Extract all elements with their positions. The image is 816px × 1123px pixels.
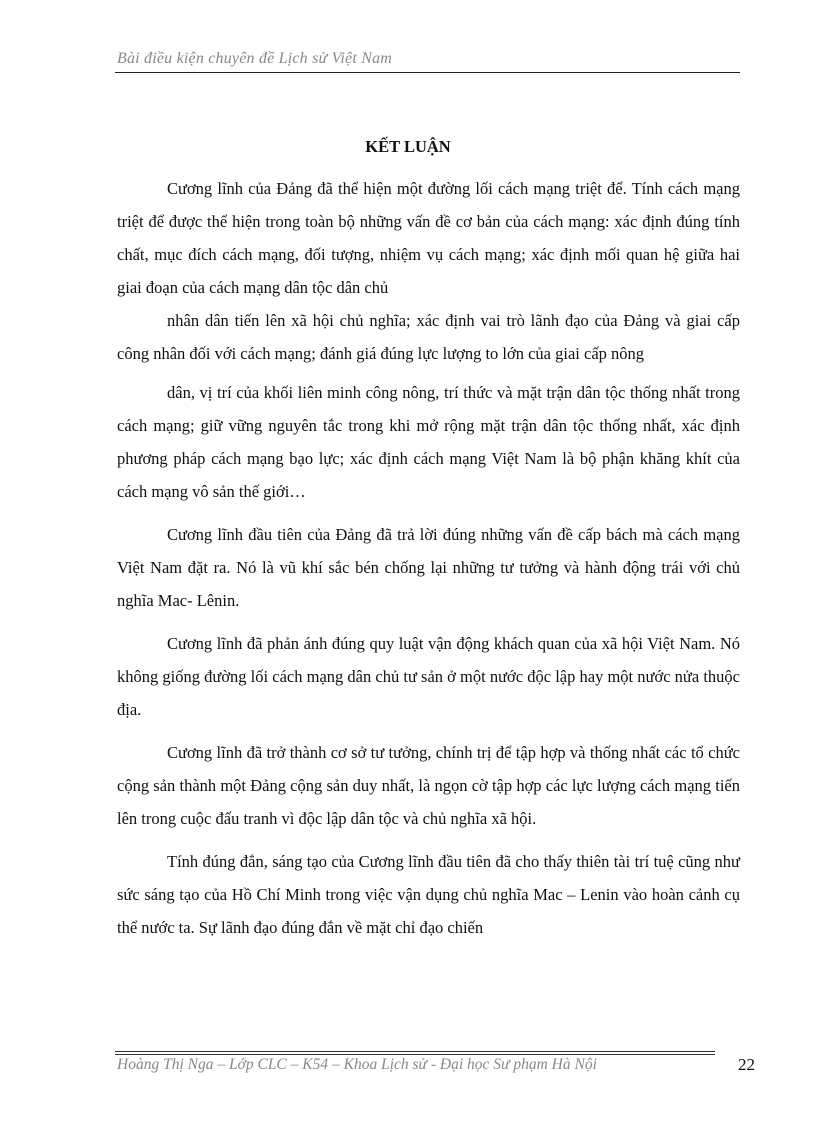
footer-divider bbox=[115, 1051, 715, 1052]
paragraph: Cương lĩnh đã trở thành cơ sở tư tưởng, chính trị để tập hợp và thống nhất các tổ chức cộng sản thành một Đảng cộng sản duy nhất, là ngọn cờ tập hợp các lực lượng cách mạng tiến lên trong cuộc đấu tranh vì độc lập dân tộc và chủ nghĩa xã hội. bbox=[117, 743, 740, 828]
body-text bbox=[117, 172, 740, 954]
page-number: 22 bbox=[738, 1055, 755, 1074]
paragraph: Cương lĩnh của Đảng đã thể hiện một đường lối cách mạng triệt để. Tính cách mạng triệt để được thể hiện trong toàn bộ những vấn đề cơ bản của cách mạng: xác định đúng tính chất, mục đích cách mạng, đối tượng, nhiệm vụ cách mạng; xác định mối quan hệ giữa hai giai đoạn của cách mạng dân tộc dân chủ bbox=[117, 179, 740, 297]
paragraph: dân, vị trí của khối liên minh công nông, trí thức và mặt trận dân tộc thống nhất trong cách mạng; giữ vững nguyên tắc trong khi mở rộng mặt trận dân tộc thống nhất, xác định phương pháp cách mạng bạo lực; xác định cách mạng Việt Nam là bộ phận khăng khít của cách mạng vô sản thế giới… bbox=[117, 383, 740, 501]
paragraph: Cương lĩnh đã phản ánh đúng quy luật vận động khách quan của xã hội Việt Nam. Nó không giống đường lối cách mạng dân chủ tư sản ở một nước độc lập hay một nước nửa thuộc địa. bbox=[117, 634, 740, 719]
page-header: Bài điều kiện chuyên đề Lịch sử Việt Nam bbox=[117, 50, 393, 67]
footer-divider bbox=[115, 1054, 715, 1055]
section-title: KẾT LUẬN bbox=[365, 137, 451, 156]
paragraph: Cương lĩnh đầu tiên của Đảng đã trả lời đúng những vấn đề cấp bách mà cách mạng Việt Nam đặt ra. Nó là vũ khí sắc bén chống lại những tư tưởng và hành động trái với chủ nghĩa Mac- Lênin. bbox=[117, 525, 740, 610]
paragraph: nhân dân tiến lên xã hội chủ nghĩa; xác định vai trò lãnh đạo của Đảng và giai cấp công nhân đối với cách mạng; đánh giá đúng lực lượng to lớn của giai cấp nông bbox=[117, 311, 740, 363]
page-footer: Hoàng Thị Nga – Lớp CLC – K54 – Khoa Lịch sử - Đại học Sư phạm Hà Nội bbox=[117, 1056, 597, 1073]
header-divider bbox=[115, 72, 740, 73]
paragraph: Tính đúng đắn, sáng tạo của Cương lĩnh đầu tiên đã cho thấy thiên tài trí tuệ cũng như sức sáng tạo của Hồ Chí Minh trong việc vận dụng chủ nghĩa Mac – Lenin vào hoàn cảnh cụ thể nước ta. Sự lãnh đạo đúng đắn về mặt chỉ đạo chiến bbox=[117, 852, 740, 937]
